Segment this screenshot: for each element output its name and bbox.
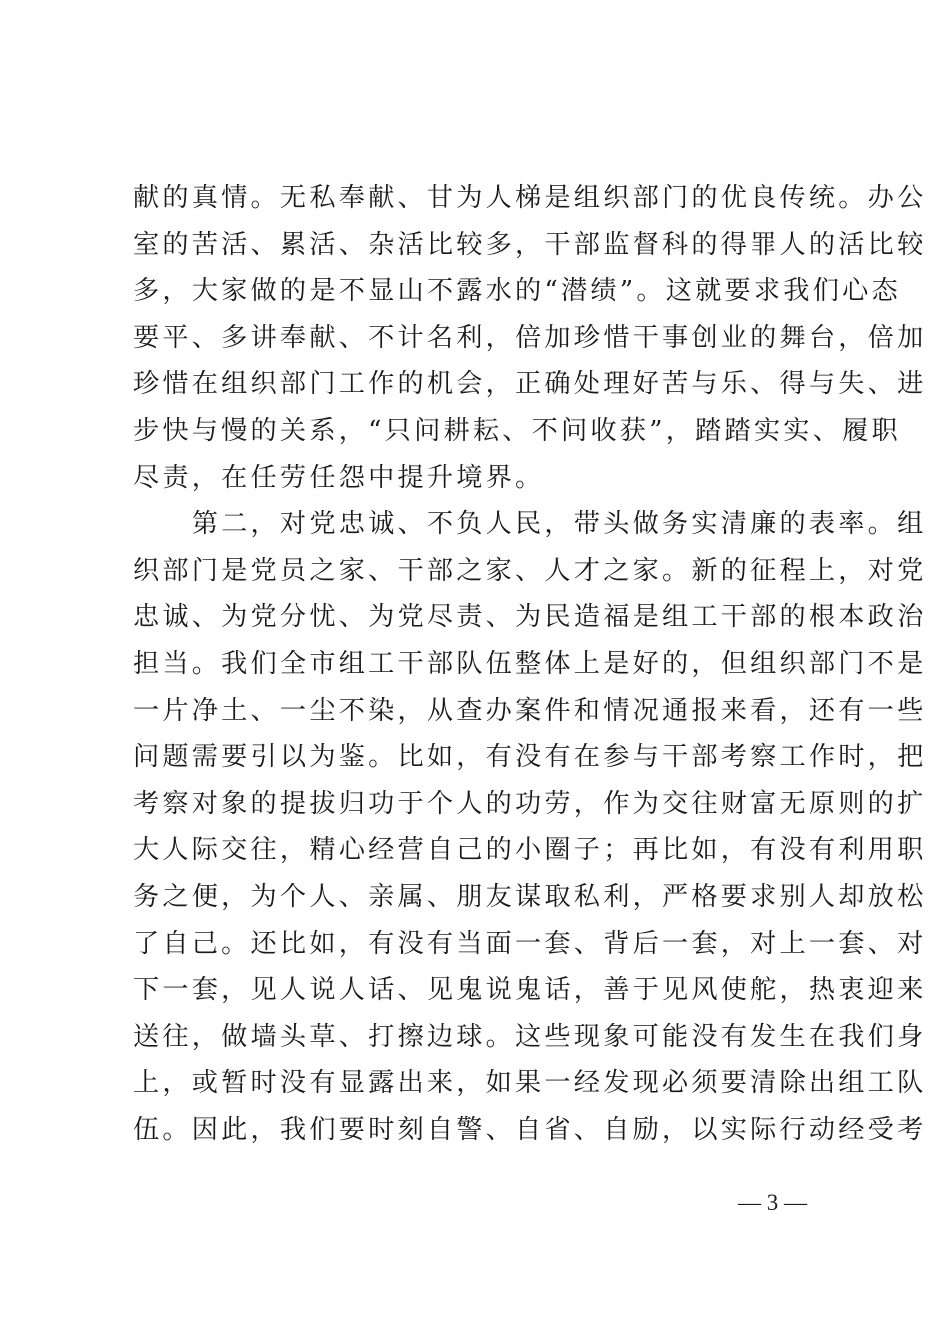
text-line: 一片净土、一尘不染，从查办案件和情况通报来看，还有一些: [133, 695, 927, 726]
text-line: 送往，做墙头草、打擦边球。这些现象可能没有发生在我们身: [133, 1021, 927, 1052]
text-line: 务之便，为个人、亲属、朋友谋取私利，严格要求别人却放松: [133, 881, 927, 912]
text-line: 多，大家做的是不显山不露水的“潜绩”。这就要求我们心态: [133, 276, 901, 307]
text-line: 要平、多讲奉献、不计名利，倍加珍惜干事创业的舞台，倍加: [133, 322, 927, 353]
text-line: 大人际交往，精心经营自己的小圈子；再比如，有没有利用职: [133, 835, 927, 866]
text-line: 献的真情。无私奉献、甘为人梯是组织部门的优良传统。办公: [133, 183, 927, 213]
text-line: 担当。我们全市组工干部队伍整体上是好的，但组织部门不是: [133, 648, 927, 679]
text-line: 尽责，在任劳任怨中提升境界。: [133, 462, 545, 493]
text-line: 第二，对党忠诚、不负人民，带头做务实清廉的表率。组: [133, 509, 927, 540]
body-text: [133, 175, 927, 1153]
text-line: 步快与慢的关系，“只问耕耘、不问收获”，踏踏实实、履职: [133, 415, 901, 446]
paragraph-2: [133, 501, 927, 1153]
text-line: 考察对象的提拔归功于个人的功劳，作为交往财富无原则的扩: [133, 788, 927, 819]
text-line: 了自己。还比如，有没有当面一套、背后一套，对上一套、对: [133, 928, 927, 959]
text-line: 下一套，见人说人话、见鬼说鬼话，善于见风使舵，热衷迎来: [133, 975, 927, 1006]
page-number: — 3 —: [738, 1190, 807, 1215]
text-line: 问题需要引以为鉴。比如，有没有在参与干部考察工作时，把: [133, 742, 927, 773]
text-line: 上，或暂时没有显露出来，如果一经发现必须要清除出组工队: [133, 1068, 927, 1099]
text-line: 伍。因此，我们要时刻自警、自省、自励，以实际行动经受考: [133, 1114, 927, 1145]
paragraph-1: [133, 175, 927, 501]
text-line: 室的苦活、累活、杂活比较多，干部监督科的得罪人的活比较: [133, 229, 927, 260]
text-line: 织部门是党员之家、干部之家、人才之家。新的征程上，对党: [133, 555, 927, 586]
text-line: 珍惜在组织部门工作的机会，正确处理好苦与乐、得与失、进: [133, 369, 927, 400]
text-line: 忠诚、为党分忧、为党尽责、为民造福是组工干部的根本政治: [133, 602, 927, 633]
